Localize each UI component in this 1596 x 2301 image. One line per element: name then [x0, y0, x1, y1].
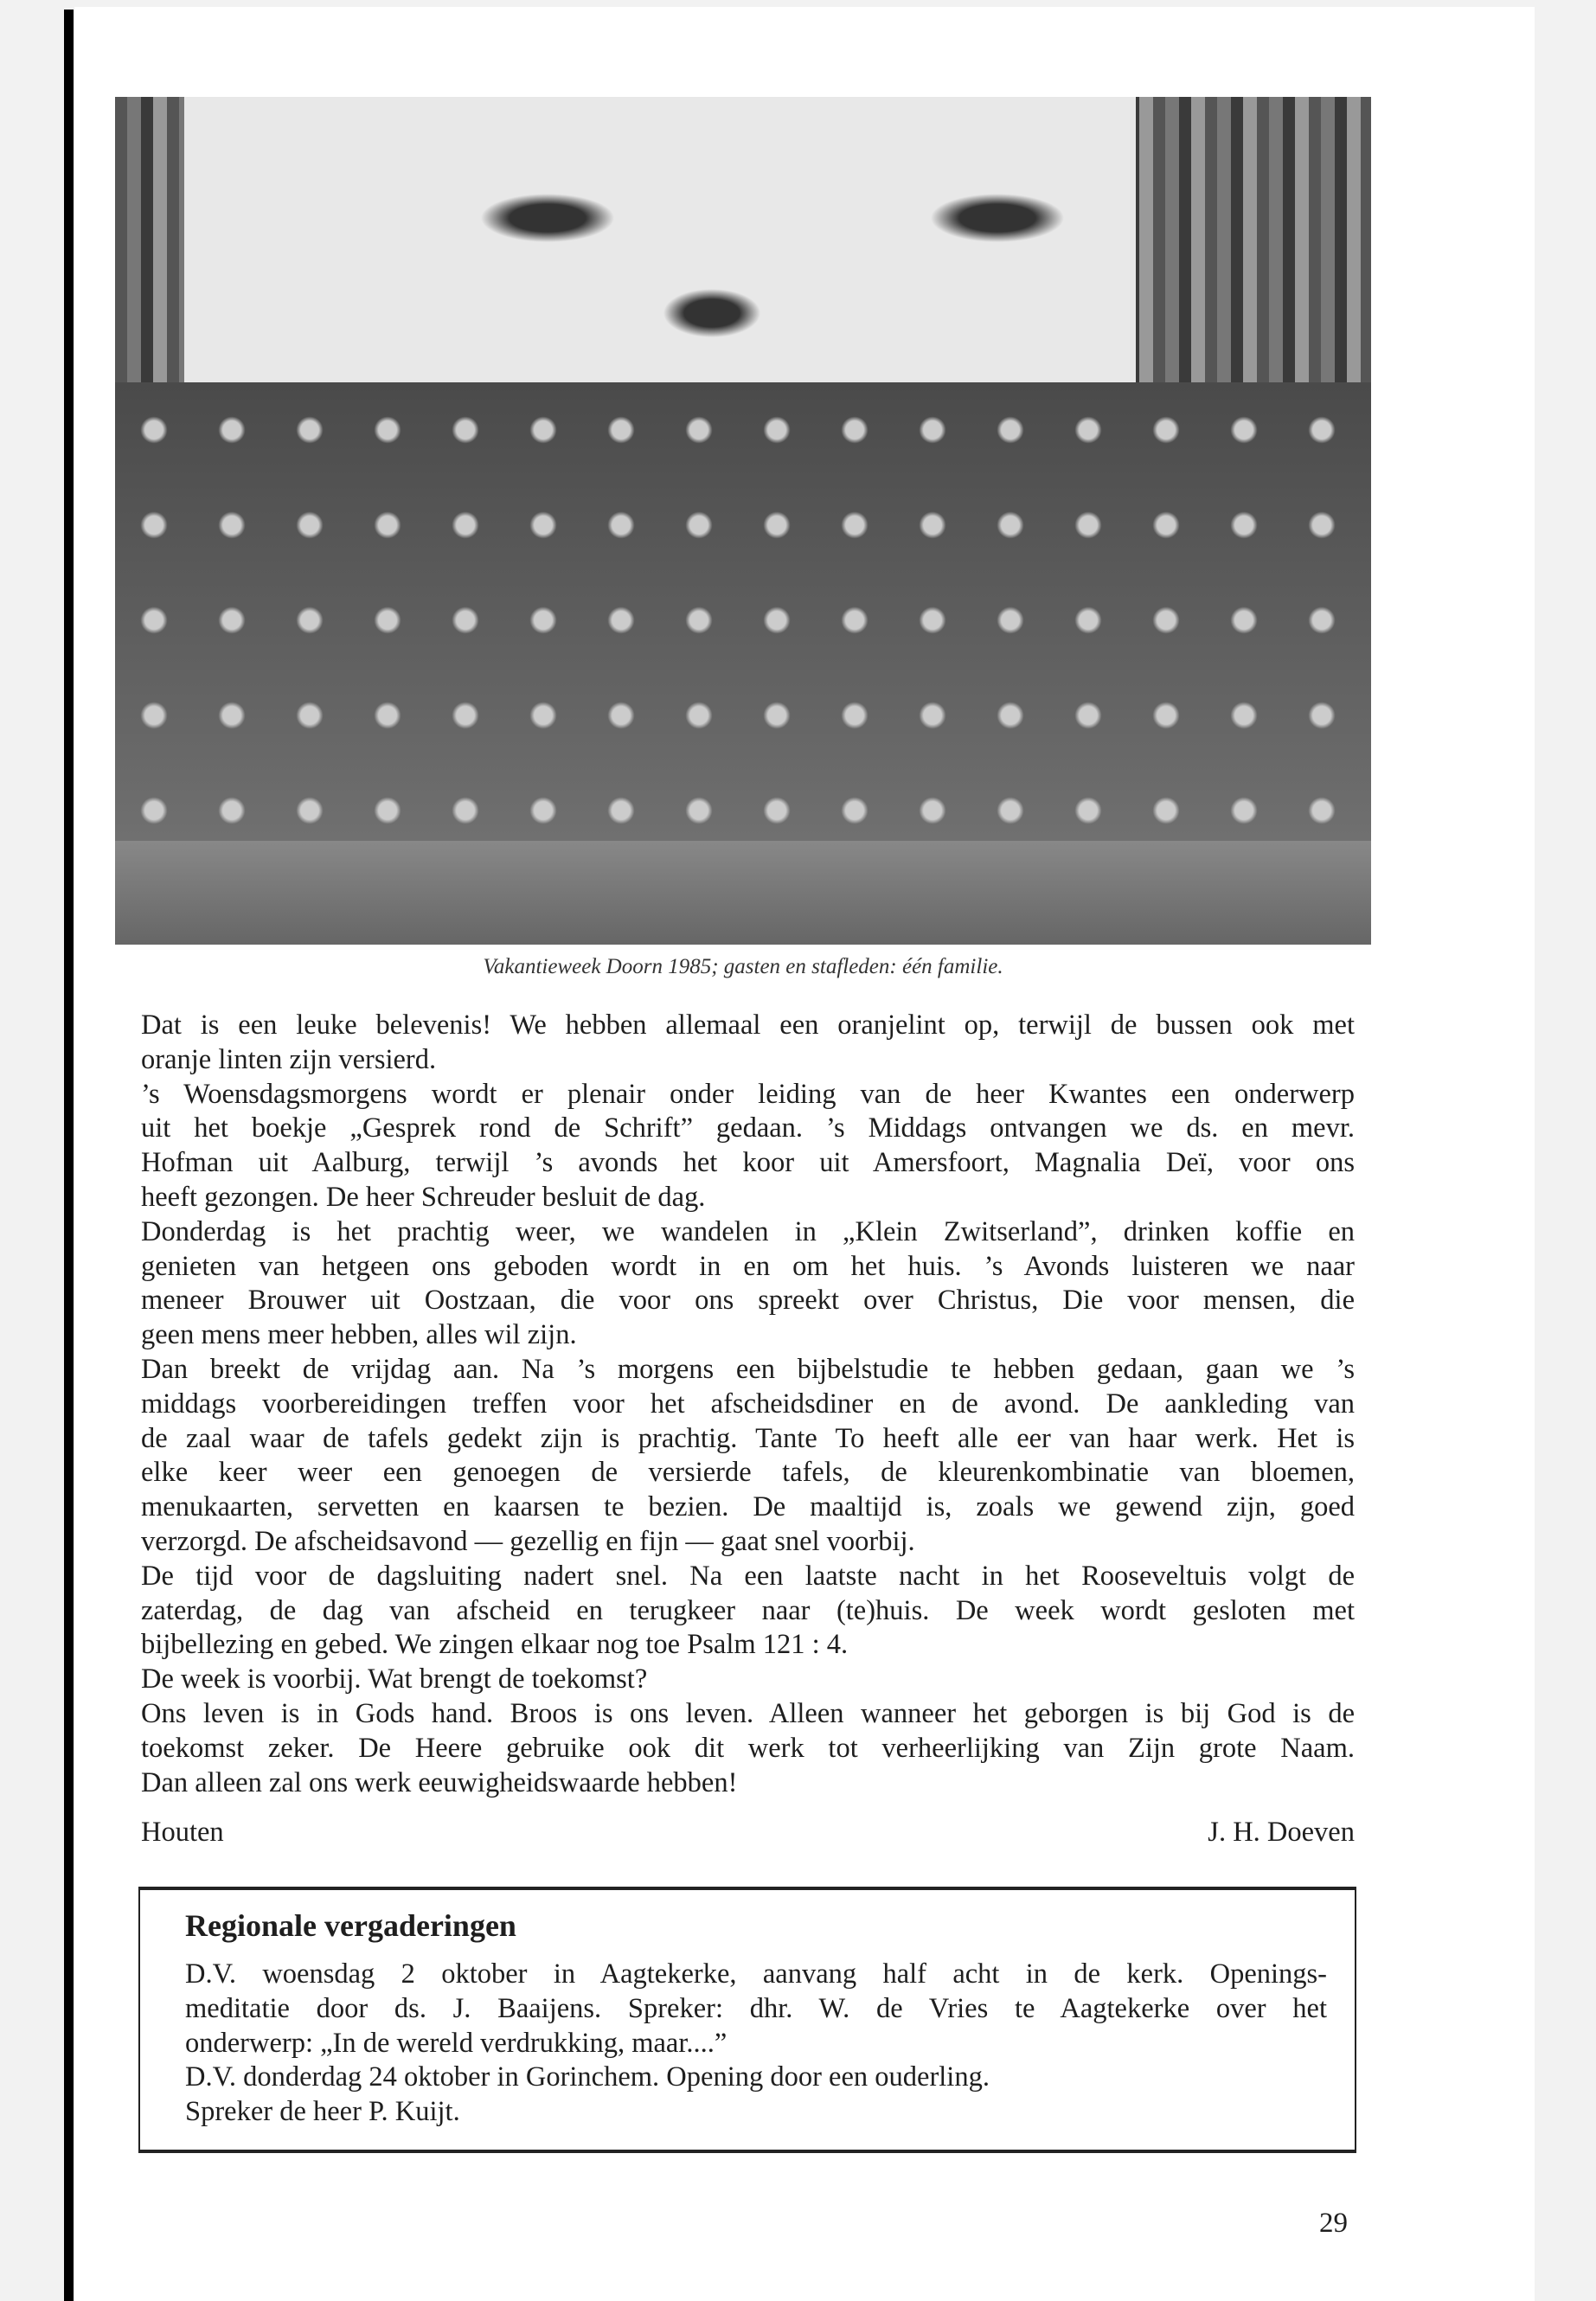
text-line: verzorgd. De afscheidsavond — gezellig en fijn — gaat snel voorbij.	[141, 1525, 915, 1557]
text-line: meneer Brouwer uit Oostzaan, die voor ons spreekt over Christus, Die voor mensen, die	[141, 1285, 1355, 1317]
text-line: oranje linten zijn versierd.	[141, 1043, 437, 1075]
text-line: Donderdag is het prachtig weer, we wandelen in „Klein Zwitserland”, drinken koffie en	[141, 1215, 1355, 1247]
text-line: De tijd voor de dagsluiting nadert snel. Na een laatste nacht in het Rooseveltuis volgt de	[141, 1560, 1355, 1592]
text-line: Dat is een leuke belevenis! We hebben allemaal een oranjelint op, terwijl de bussen ook met	[141, 1009, 1355, 1041]
notice-body	[185, 1958, 1327, 2130]
place: Houten	[141, 1817, 224, 1848]
photo-floor	[115, 841, 1371, 945]
page-number: 29	[1319, 2208, 1348, 2239]
author: J. H. Doeven	[1208, 1817, 1355, 1848]
text-line: zaterdag, de dag van afscheid en terugkeer naar (te)huis. De week wordt gesloten met	[141, 1594, 1355, 1626]
text-line: toekomst zeker. De Heere gebruike ook dit werk tot verheerlijking van Zijn grote Naam.	[141, 1732, 1355, 1764]
signature-line	[141, 1817, 1355, 1849]
text-line: Dan alleen zal ons werk eeuwigheidswaarde hebben!	[141, 1766, 738, 1798]
text-line: Hofman uit Aalburg, terwijl ’s avonds het koor uit Amersfoort, Magnalia Deï, voor ons	[141, 1147, 1355, 1179]
text-line: bijbellezing en gebed. We zingen elkaar nog toe Psalm 121 : 4.	[141, 1629, 849, 1661]
text-line: Spreker de heer P. Kuijt.	[185, 2096, 460, 2128]
text-line: D.V. donderdag 24 oktober in Gorinchem. Opening door een ouderling.	[185, 2061, 990, 2093]
text-line: Dan breekt de vrijdag aan. Na ’s morgens een bijbelstudie te hebben gedaan, gaan we ’s	[141, 1353, 1355, 1385]
text-line: heeft gezongen. De heer Schreuder besluit de dag.	[141, 1181, 706, 1213]
article-body	[141, 1009, 1355, 1800]
text-line: onderwerp: „In de wereld verdrukking, maar....”	[185, 2027, 727, 2059]
text-line: De week is voorbij. Wat brengt de toekomst?	[141, 1663, 648, 1695]
text-line: Ons leven is in Gods hand. Broos is ons leven. Alleen wanneer het geborgen is bij God is de	[141, 1697, 1355, 1729]
text-line: middags voorbereidingen treffen voor het afscheidsdiner en de avond. De aankleding van	[141, 1388, 1355, 1420]
text-line: uit het boekje „Gesprek rond de Schrift” gedaan. ’s Middags ontvangen we ds. en mevr.	[141, 1112, 1355, 1144]
notice-title: Regionale vergaderingen	[185, 1908, 516, 1943]
text-line: elke keer weer een genoegen de versierde tafels, de kleurenkombinatie van bloemen,	[141, 1457, 1355, 1489]
text-line: genieten van hetgeen ons geboden wordt in en om het huis. ’s Avonds luisteren we naar	[141, 1250, 1355, 1282]
text-line: meditatie door ds. J. Baaijens. Spreker: dhr. W. de Vries te Aagtekerke over het	[185, 1992, 1327, 2024]
text-line: D.V. woensdag 2 oktober in Aagtekerke, aanvang half acht in de kerk. Openings-	[185, 1958, 1327, 1990]
binding-edge	[64, 10, 74, 2301]
text-line: geen mens meer hebben, alles wil zijn.	[141, 1319, 577, 1351]
text-line: de zaal waar de tafels gedekt zijn is prachtig. Tante To heeft alle eer van haar werk. Het is	[141, 1422, 1355, 1454]
text-line: menukaarten, servetten en kaarsen te bezien. De maaltijd is, zoals we gewend zijn, goed	[141, 1491, 1355, 1523]
notice-box	[138, 1887, 1356, 2153]
text-line: ’s Woensdagsmorgens wordt er plenair onder leiding van de heer Kwantes een onderwerp	[141, 1078, 1355, 1110]
photo-caption: Vakantieweek Doorn 1985; gasten en stafleden: één familie.	[483, 955, 1003, 978]
group-photo	[115, 97, 1371, 945]
